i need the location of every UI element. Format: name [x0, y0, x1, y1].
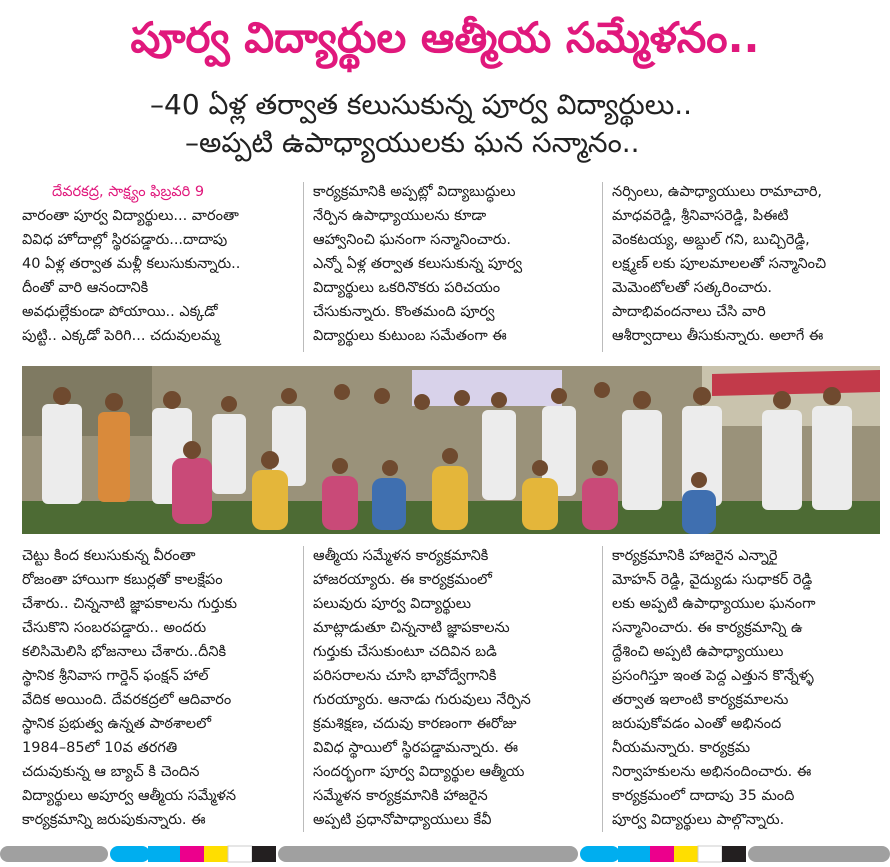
subheading-1: –40 ఏళ్ల తర్వాత కలుసుకున్న పూర్వ విద్యార్థులు..	[150, 88, 693, 121]
dateline: దేవరకద్ర, సాక్ష్యం ఫిబ్రవరి 9	[52, 184, 205, 200]
text-line: వివిధ స్థాయిలో స్థిరపడ్డామన్నారు. ఈ	[313, 740, 518, 756]
text-line: అప్పటి ప్రధానోపాధ్యాయులు కేవీ	[313, 812, 492, 828]
column-divider	[303, 182, 304, 352]
text-line: నర్సింలు, ఉపాధ్యాయులు రామాచారి,	[612, 184, 823, 200]
article-column-6	[612, 544, 880, 832]
text-line: లకు అప్పటి ఉపాధ్యాయుల ఘనంగా	[612, 596, 816, 612]
text-line: ప్రసంగిస్తూ ఇంత పెద్ద ఎత్తున కొన్నేళ్ళ	[612, 668, 814, 684]
group-photo	[22, 366, 880, 534]
text-line: జరుపుకోవడం ఎంతో అభినంద	[612, 716, 782, 732]
text-line: హాజరయ్యారు. ఈ కార్యక్రమంలో	[313, 572, 492, 588]
text-line: స్థానిక ప్రభుత్వ ఉన్నత పాఠశాలలో	[22, 716, 212, 732]
column-divider	[303, 546, 304, 832]
text-line: వారంతా పూర్వ విద్యార్థులు... వారంతా	[22, 208, 239, 224]
text-line: విద్యార్థులు అపూర్వ ఆత్మీయ సమ్మేళన	[22, 788, 237, 804]
text-line: సమ్మేళన కార్యక్రమానికి హాజరైన	[313, 788, 488, 804]
text-line: చేసుకున్నారు. కొంతమంది పూర్వ	[313, 304, 495, 320]
text-line: క్రమశిక్షణ, చదువు కారణంగా ఈరోజు	[313, 716, 517, 732]
text-line: ఎన్నో ఏళ్ల తర్వాత కలుసుకున్న పూర్వ	[313, 256, 523, 272]
text-line: ఆత్మీయ సమ్మేళన కార్యక్రమానికి	[313, 548, 489, 564]
text-line: దీంతో వారి ఆనందానికి	[22, 280, 149, 296]
text-line: చేశారు.. చిన్ననాటి జ్ఞాపకాలను గుర్తుకు	[22, 596, 238, 612]
text-line: మోహన్ రెడ్డి, వైద్యుడు సుధాకర్ రెడ్డి	[612, 572, 813, 588]
text-line: ఆహ్వానించి ఘనంగా సన్మానించారు.	[313, 232, 511, 248]
text-line: విద్యార్థులు కుటుంబ సమేతంగా ఈ	[313, 328, 507, 344]
column-divider	[602, 182, 603, 352]
text-line: సందర్భంగా పూర్వ విద్యార్థుల ఆత్మీయ	[313, 764, 525, 780]
group-photo-illustration	[22, 366, 880, 534]
text-line: మాట్లాడుతూ చిన్ననాటి జ్ఞాపకాలను	[313, 620, 510, 636]
text-line: మాధవరెడ్డి, శ్రీనివాసరెడ్డి, పిఈటి	[612, 208, 789, 224]
column-divider	[602, 546, 603, 832]
text-line: విద్యార్థులు ఒకరినొకరు పరిచయం	[313, 280, 501, 296]
text-line: కార్యక్రమానికి హాజరైన ఎన్నారై	[612, 548, 778, 564]
text-line: ఆశీర్వాదాలు తీసుకున్నారు. అలాగే ఈ	[612, 328, 824, 344]
text-line: లక్ష్మణ్ లకు పూలమాలలతో సన్మానించి	[612, 256, 827, 272]
article-column-1	[22, 180, 292, 348]
text-line: మెమెంటోలతో సత్కరించారు.	[612, 280, 773, 296]
article-column-3	[612, 180, 880, 348]
text-line: స్థానిక శ్రీనివాస గార్డెన్ ఫంక్షన్ హాల్	[22, 668, 209, 684]
text-line: పాదాభివందనాలు చేసి వారి	[612, 304, 766, 320]
text-line: గురయ్యారు. ఆనాడు గురువులు నేర్పిన	[313, 692, 531, 708]
text-line: పలువురు పూర్వ విద్యార్థులు	[313, 596, 472, 612]
text-line: నేర్పిన ఉపాధ్యాయులను కూడా	[313, 208, 487, 224]
subheading-2: –అప్పటి ఉపాధ్యాయులకు ఘన సన్మానం..	[185, 126, 640, 159]
registration-color-bar	[0, 843, 890, 865]
text-line: పుట్టి.. ఎక్కడో పెరిగి... చదువులమ్మ	[22, 328, 220, 344]
text-line: గుర్తుకు చేసుకుంటూ చదివిన బడి	[313, 644, 497, 660]
text-line: నీయమన్నారు. కార్యక్రమ	[612, 740, 751, 756]
text-line: తర్వాత ఇలాంటి కార్యక్రమాలను	[612, 692, 789, 708]
text-line: సన్మానించారు. ఈ కార్యక్రమాన్ని ఉ	[612, 620, 803, 636]
text-line: ద్దేశించి అప్పటి ఉపాధ్యాయులు	[612, 644, 784, 660]
text-line: కార్యక్రమంలో దాదాపు 35 మంది	[612, 788, 795, 804]
text-line: నిర్వాహకులను అభినందించారు. ఈ	[612, 764, 812, 780]
text-line: పరిసరాలను చూసి భావోద్వేగానికి	[313, 668, 497, 684]
article-column-5	[313, 544, 593, 832]
text-line: వెంకటయ్య, అబ్దుల్ గని, బుచ్చిరెడ్డి,	[612, 232, 810, 248]
text-line: చెట్టు కింద కలుసుకున్న వీరంతా	[22, 548, 196, 564]
article-column-2	[313, 180, 593, 348]
text-line: 1984–85లో 10వ తరగతి	[22, 740, 178, 756]
text-line: పూర్వ విద్యార్థులు పాల్గొన్నారు.	[612, 812, 785, 828]
text-line: కార్యక్రమానికి అప్పట్లో విద్యాబుద్ధులు	[313, 184, 516, 200]
text-line: చదువుకున్న ఆ బ్యాచ్ కి చెందిన	[22, 764, 200, 780]
text-line: 40 ఏళ్ల తర్వాత మళ్లీ కలుసుకున్నారు..	[22, 256, 241, 272]
text-line: రోజంతా హాయిగా కబుర్లతో కాలక్షేపం	[22, 572, 223, 588]
headline: పూర్వ విద్యార్థుల ఆత్మీయ సమ్మేళనం..	[130, 13, 760, 62]
text-line: చేసుకొని సంబరపడ్డారు.. అందరు	[22, 620, 207, 636]
text-line: కార్యక్రమాన్ని జరుపుకున్నారు. ఈ	[22, 812, 206, 828]
text-line: కలిసిమెలిసి భోజనాలు చేశారు..దీనికి	[22, 644, 227, 660]
text-line: అవధుల్లేకుండా పోయాయి.. ఎక్కడో	[22, 304, 218, 320]
text-line: వివిధ హోదాల్లో స్థిరపడ్డారు...దాదాపు	[22, 232, 228, 248]
text-line: వేదిక అయింది. దేవరకద్రలో ఆదివారం	[22, 692, 232, 708]
article-column-4	[22, 544, 292, 832]
